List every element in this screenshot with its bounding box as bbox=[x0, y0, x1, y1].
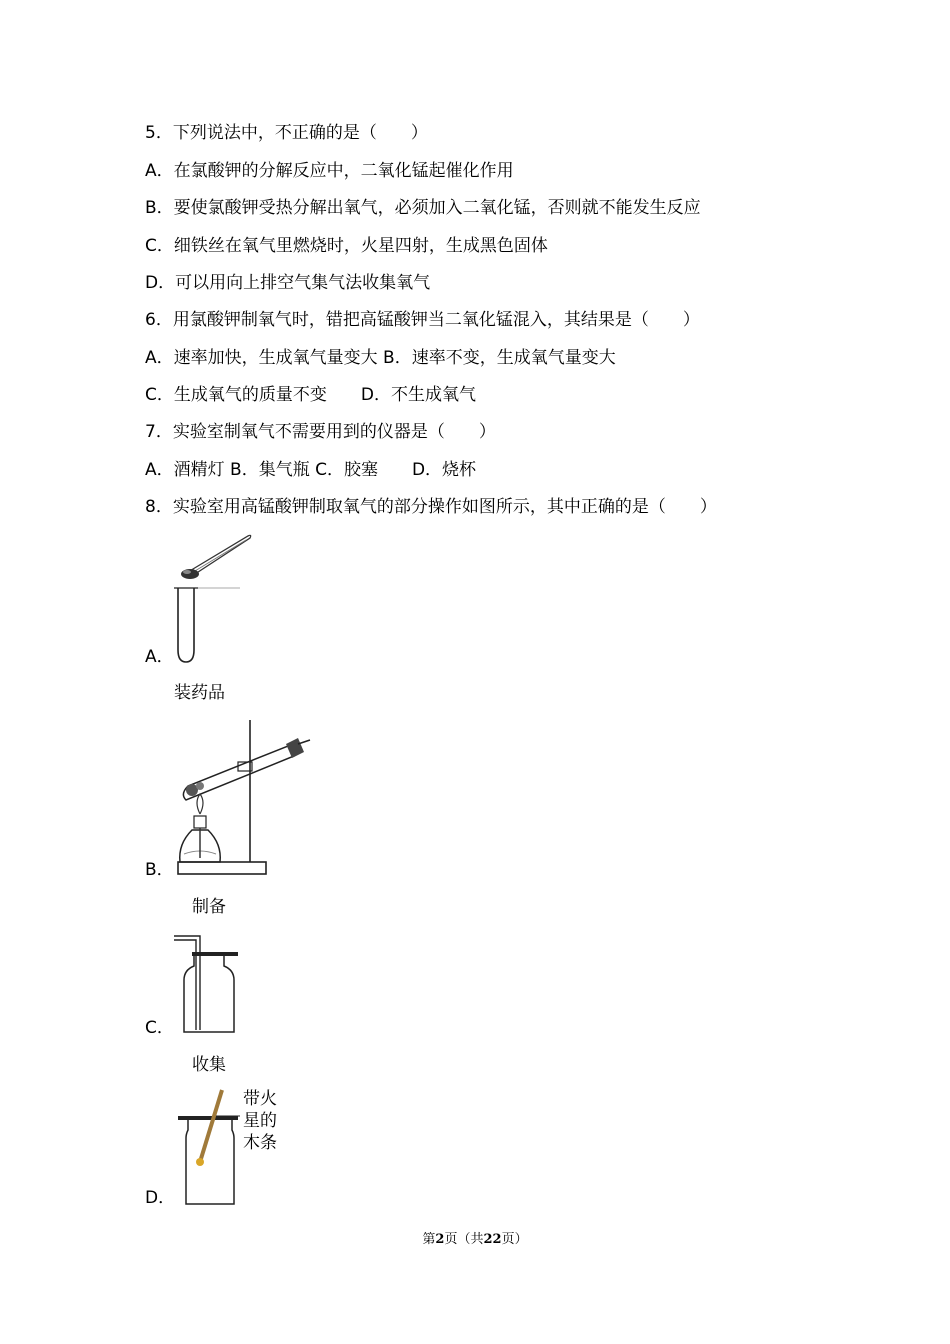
question-8-stem: 8．实验室用高锰酸钾制取氧气的部分操作如图所示，其中正确的是（ ） bbox=[145, 497, 717, 517]
figure-c-collection-bottle bbox=[172, 932, 242, 1038]
footer-total-pages: 22 bbox=[483, 1232, 502, 1247]
question-6-options-cd: C．生成氧气的质量不变 D．不生成氧气 bbox=[145, 385, 476, 405]
figure-d-annotation-1: 带火 bbox=[243, 1089, 277, 1109]
figure-c-label: C． bbox=[145, 1018, 174, 1038]
footer-prefix: 第 bbox=[422, 1232, 436, 1247]
figure-d-annotation-2: 星的 bbox=[243, 1111, 277, 1131]
question-7-stem: 7．实验室制氧气不需要用到的仪器是（ ） bbox=[145, 422, 496, 442]
figure-b-heating-setup bbox=[174, 716, 314, 881]
figure-c-caption: 收集 bbox=[192, 1055, 226, 1075]
figure-b-caption: 制备 bbox=[192, 897, 226, 917]
question-5-option-d: D．可以用向上排空气集气法收集氧气 bbox=[145, 273, 431, 293]
question-5-stem: 5．下列说法中，不正确的是（ ） bbox=[145, 123, 428, 143]
figure-b-label: B． bbox=[145, 860, 174, 880]
figure-d-glowing-splint-test bbox=[172, 1086, 252, 1208]
question-5-option-a: A．在氯酸钾的分解反应中，二氧化锰起催化作用 bbox=[145, 161, 514, 181]
page-footer bbox=[0, 1228, 950, 1247]
footer-middle: 页（共 bbox=[444, 1232, 484, 1247]
question-6-stem: 6．用氯酸钾制氧气时，错把高锰酸钾当二氧化锰混入，其结果是（ ） bbox=[145, 310, 700, 330]
question-5-option-c: C．细铁丝在氧气里燃烧时，火星四射，生成黑色固体 bbox=[145, 236, 548, 256]
figure-a-label: A． bbox=[145, 647, 174, 667]
figure-d-annotation-3: 木条 bbox=[243, 1133, 277, 1153]
footer-page-number: 2 bbox=[435, 1232, 445, 1247]
figure-a-caption: 装药品 bbox=[174, 683, 225, 703]
question-6-options-ab: A．速率加快，生成氧气量变大 B．速率不变，生成氧气量变大 bbox=[145, 348, 616, 368]
figure-d-label: D． bbox=[145, 1188, 176, 1208]
question-7-options: A．酒精灯 B．集气瓶 C．胶塞 D．烧杯 bbox=[145, 460, 477, 480]
figure-a-loading-drug bbox=[170, 530, 280, 665]
question-5-option-b: B．要使氯酸钾受热分解出氧气，必须加入二氧化锰，否则就不能发生反应 bbox=[145, 198, 701, 218]
footer-suffix: 页） bbox=[501, 1232, 528, 1247]
